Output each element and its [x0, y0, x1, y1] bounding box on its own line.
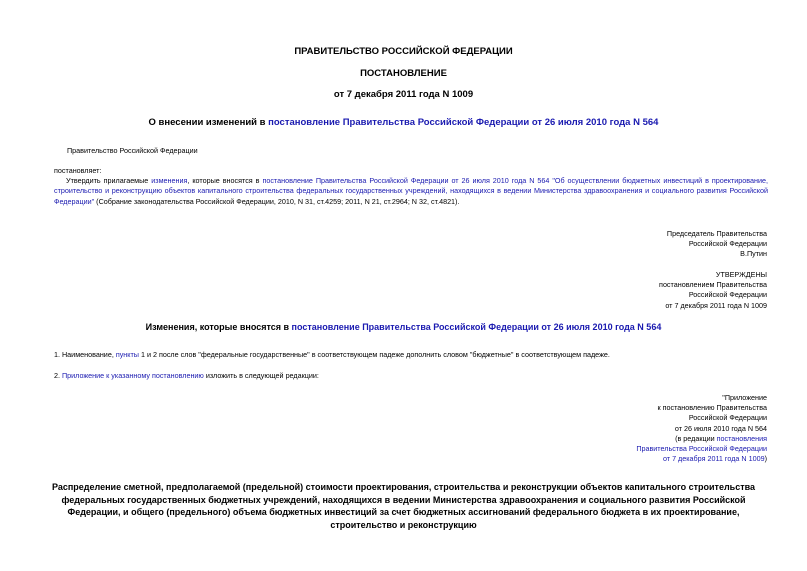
appendix-link-government[interactable]: Правительства Российской Федерации: [636, 444, 767, 454]
appendix-block: [636, 393, 767, 464]
approved-line-2: постановлением Правительства: [659, 280, 767, 290]
issuer: Правительство Российской Федерации: [67, 146, 198, 155]
item-1-start: 1. Наименование,: [54, 350, 116, 359]
government-heading: ПРАВИТЕЛЬСТВО РОССИЙСКОЙ ФЕДЕРАЦИИ: [294, 46, 513, 57]
item-1-end: 1 и 2 после слов "федеральные государственные" в соответствующем падеже дополнить словом "бюджетные" в соответствующем падеже.: [138, 350, 610, 359]
link-resolution-564-full[interactable]: постановление Правительства Российской Федерации от 26 июля 2010 года N 564 "Об осуществлении бюджетных инвестиций в проектирование, строительство и реконструкцию объектов капитального строительства федеральных государственных учреждений, находящихся в ведении Министерства здравоохранения и социального развития Российской Федерации": [54, 176, 768, 206]
paragraph-approve: [54, 176, 768, 207]
appendix-link-resolution[interactable]: постановления: [716, 433, 767, 443]
p1-text-mid: , которые вносятся в: [187, 176, 263, 185]
approved-line-4: от 7 декабря 2011 года N 1009: [665, 300, 767, 310]
appendix-line-6: [636, 444, 767, 454]
approved-line-3: Российской Федерации: [688, 290, 767, 300]
appendix-line-1: "Приложение: [722, 393, 767, 402]
decides-text: постановляет:: [54, 166, 102, 175]
appendix-line-7-close: ): [764, 454, 767, 464]
p1-text-end: (Собрание законодательства Российской Федерации, 2010, N 31, ст.4259; 2011, N 21, ст.2964; N 32, ст.4821).: [94, 196, 460, 206]
signature-block: [667, 229, 767, 260]
approved-line-1: УТВЕРЖДЕНЫ: [715, 270, 767, 279]
signature-line-2: Российской Федерации: [688, 239, 767, 249]
approved-block: [659, 270, 767, 311]
link-appendix[interactable]: Приложение к указанному постановлению: [62, 371, 204, 380]
item-2-end: изложить в следующей редакции:: [203, 371, 319, 380]
item-1: [54, 350, 610, 360]
item-2-start: 2.: [54, 371, 62, 380]
link-items[interactable]: пункты: [115, 350, 139, 359]
appendix-line-5: [636, 434, 767, 444]
title-link-resolution-564[interactable]: постановление Правительства Российской Федерации от 26 июля 2010 года N 564: [268, 117, 659, 128]
appendix-line-7: [636, 454, 767, 464]
changes-title-link[interactable]: постановление Правительства Российской Федерации от 26 июля 2010 года N 564: [291, 322, 662, 332]
document-date-number: от 7 декабря 2011 года N 1009: [333, 89, 474, 100]
appendix-line-3: Российской Федерации: [688, 413, 767, 423]
appendix-line-2: к постановлению Правительства: [657, 403, 767, 413]
signature-name: В.Путин: [740, 249, 767, 259]
item-2: [54, 371, 319, 381]
distribution-title: Распределение сметной, предполагаемой (предельной) стоимости проектирования, строительства и реконструкции объектов капитального строительства федеральных государственных бюджетных учреждений, находящихся в ведении Министерства здравоохранения и социального развития Российской Федерации, и общего (предельного) объема бюджетных инвестиций за счет бюджетных ассигнований федерального бюджета в их проектирование, строительство и реконструкцию: [51, 482, 756, 530]
title-prefix: О внесении изменений в: [148, 117, 269, 128]
document-type: ПОСТАНОВЛЕНИЕ: [360, 68, 447, 79]
signature-line-1: Председатель Правительства: [666, 229, 767, 238]
appendix-line-4: от 26 июля 2010 года N 564: [674, 423, 767, 433]
p1-text-start: Утвердить прилагаемые: [66, 176, 152, 185]
appendix-line-5-text: (в редакции: [675, 433, 717, 443]
link-changes[interactable]: изменения: [151, 176, 188, 185]
appendix-link-date[interactable]: от 7 декабря 2011 года N 1009: [662, 454, 765, 464]
changes-title: [0, 322, 807, 332]
document-title: [0, 117, 807, 128]
changes-title-prefix: Изменения, которые вносятся в: [145, 322, 292, 332]
